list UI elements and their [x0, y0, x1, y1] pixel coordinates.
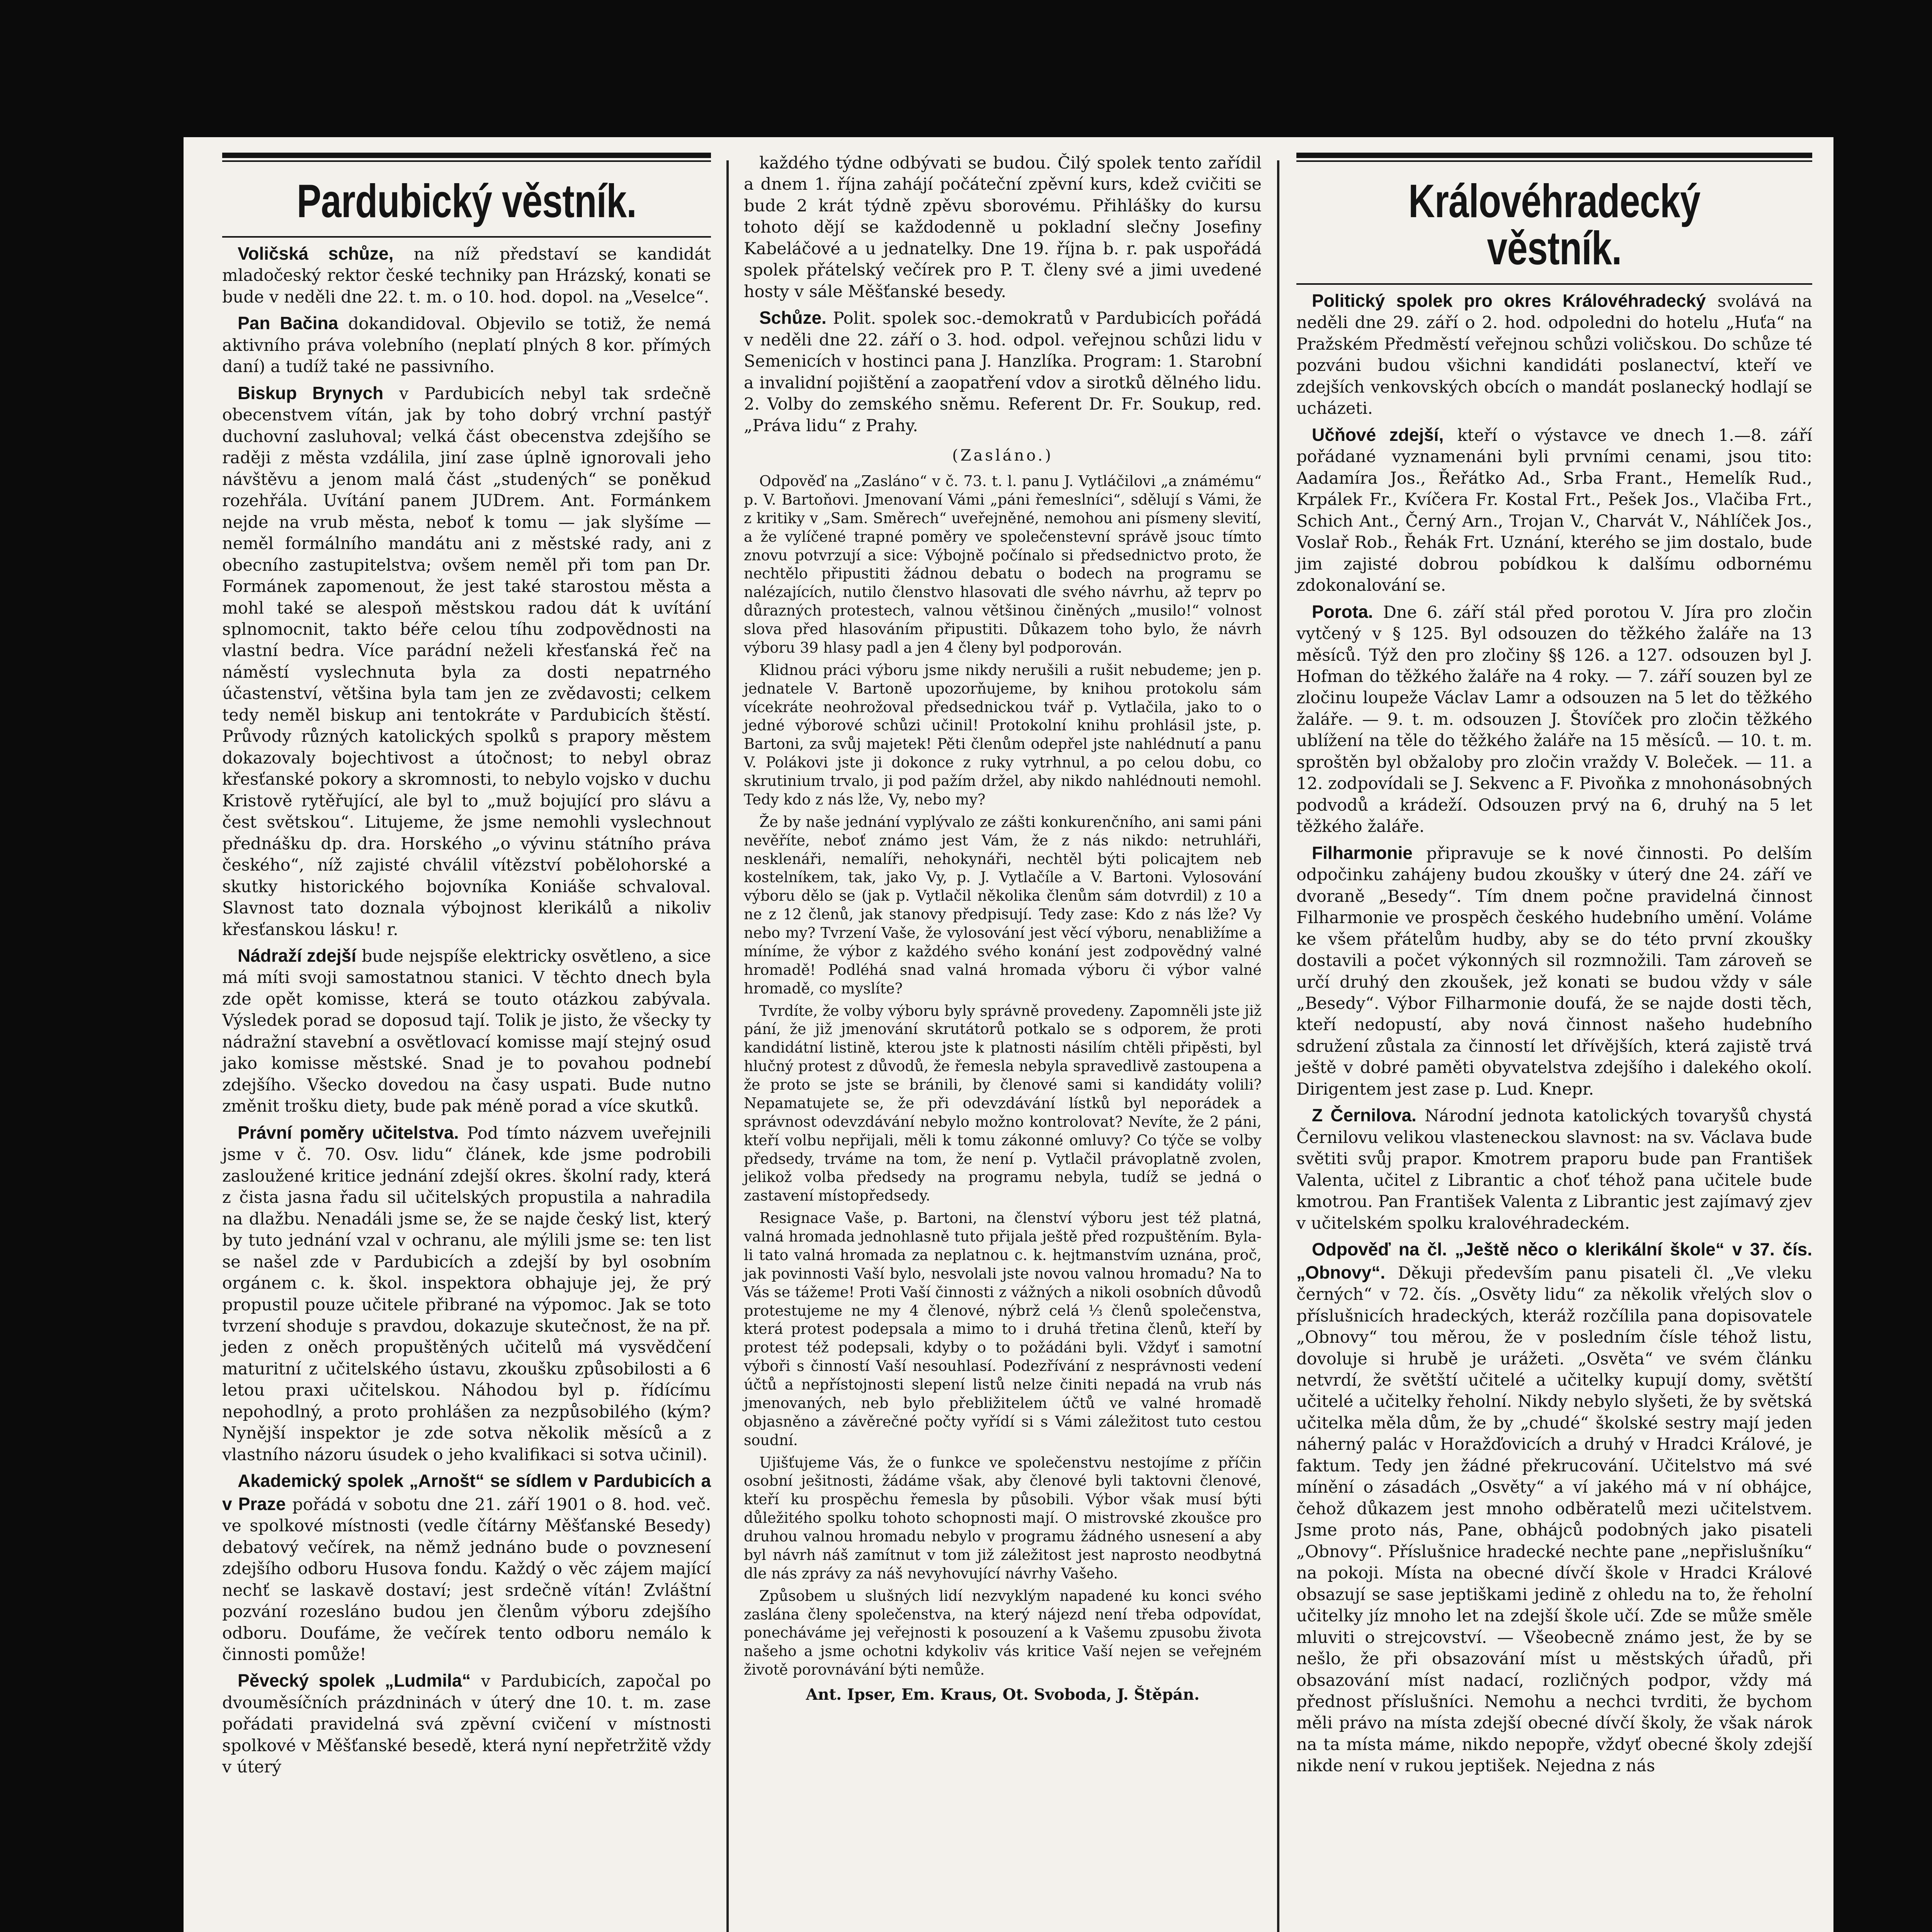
article-text: Tvrdíte, že volby výboru byly správně provedeny. Zapomněli jste již pání, že již jmenování skrutátorů potkalo se s odporem, že proti kandidátní listině, kterou jste k platnosti násilím chtěli připěsti, byl hlučný protest z důvodů, že řemesla nebyla spravedlivě zastoupena a že proto se jste se bránili, by členové sami si kandidáty volili? Nepamatujete se, že při odevzdávání lístků byl neporádek a správnost odevzdávání nebylo možno kontrolovat? Nevíte, že 2 páni, kteří volbu nepřijali, měli k tomu zákonné omluvy? Co týče se volby předsedy, trváme na tom, že není p. Vytlačil právoplatně zvolen, jelikož volba předsedy na programu nebyla, tudíž se jedná o zastavení místopředsedy.	[744, 1002, 1262, 1204]
column-left	[222, 153, 711, 1782]
article-heading: Akademický spolek „Arnošt“ se sídlem v Pardubicích a v Praze	[222, 1471, 711, 1514]
article-paragraph	[744, 1454, 1262, 1583]
column-right	[1296, 153, 1812, 1781]
article-paragraph	[222, 944, 711, 1117]
section-title: Královéhradecký věstník.	[1408, 175, 1701, 274]
article-list	[744, 153, 1262, 1679]
article-paragraph	[1296, 423, 1812, 597]
column-divider	[726, 160, 729, 1932]
article-text: Klidnou práci výboru jsme nikdy nerušili a rušit nebudeme; jen p. jednatele V. Bartoně upozorňujeme, by knihou protokolu sám vícekráte neohrožoval předsednickou tvář p. Vytlačila, jako to o jedné výborové schůzi učinil! Protokolní knihu prohlásil jste, p. Bartoni, za svůj majetek! Pěti členům odepřel jste nahlédnutí a panu V. Polákovi jste ji dokonce z ruky vytrhnul, a po celou dobu, co skrutinium trvalo, ji pod pažím držel, aby nikdo nahlédnouti nemohl. Tedy kdo z nás lže, Vy, nebo my?	[744, 661, 1262, 808]
signature-line: Ant. Ipser, Em. Kraus, Ot. Svoboda, J. Štěpán.	[806, 1685, 1200, 1704]
article-paragraph	[744, 153, 1262, 303]
article-text: na níž představí se kandidát mladočeský rektor české techniky pan Hrázský, konati se bude v neděli dne 22. t. m. o 10. hod. dopol. na „Veselce“.	[222, 245, 711, 307]
article-list	[1296, 289, 1812, 1777]
article-text: pořádá v sobotu dne 21. září 1901 o 8. hod. več. ve spolkové místnosti (vedle čítárny Měšťanské Besedy) debatový večírek, na němž jednáno bude o povznesení zdejšího odboru Husova fondu. Každý o věc zájem mající nechť se laskavě dostaví; jest srdečně vítán! Zvláštní pozvání rozesláno budou jen členům výboru zdejšího odboru. Doufáme, že večírek tento odboru nemálo k činnosti pomůže!	[222, 1495, 711, 1664]
article-paragraph	[1296, 289, 1812, 420]
masthead-rule	[222, 236, 711, 238]
column-middle	[744, 153, 1262, 1704]
masthead-rule	[1296, 283, 1812, 285]
article-heading: Pan Bačina	[238, 313, 338, 333]
article-text: Národní jednota katolických tovaryšů chystá Černilovu velikou vlasteneckou slavnost: na sv. Václava bude světiti svůj prapor. Kmotrem praporu bude pan František Valenta, učitel z Librantic a choť téhož pana učitele bude kmotrou. Pan František Valenta z Librantic jest zajímavý zjev v učitelském spolku kralovéhradeckém.	[1296, 1106, 1812, 1233]
article-paragraph	[222, 1469, 711, 1665]
article-text: každého týdne odbývati se budou. Čilý spolek tento zařídil a dnem 1. října zahájí počáteční zpěvní kurs, kdež cvičiti se bude 2 krát týdně zpěvu sborovému. Přihlášky do kursu tohoto dějí se každodenně u pokladní slečny Josefiny Kabeláčové a u jednatelky. Dne 19. října b. r. pak uspořádá spolek přátelský večírek pro P. T. členy své a jimi uvedené hosty v sále Měšťanské besedy.	[744, 153, 1262, 301]
article-text: Polit. spolek soc.-demokratů v Pardubicích pořádá v neděli dne 22. září o 3. hod. odpol. veřejnou schůzi lidu v Semenicích v hostinci pana J. Hanzlíka. Program: 1. Starobní a invalidní pojištění a zaopatření vdov a sirotků dělného lidu. 2. Volby do zemského sněmu. Referent Dr. Fr. Soukup, red. „Práva lidu“ z Prahy.	[744, 309, 1262, 435]
article-text: Pod tímto názvem uveřejnili jsme v č. 70. Osv. lidu“ článek, kde jsme podrobili zasloužené kritice jednání zdejší okres. školní rady, která z čista jasna řadu sil učitelských propustila a nahradila na dlažbu. Nenadáli jsme se, že se najde český list, který by tuto jednání vzal v ochranu, ale mýlili jsme se: ten list se našel zde v Pardubicích a zdejší by byl osobním orgánem c. k. škol. inspektora obhajuje jej, že prý propustil pouze učitele přibrané na výpomoc. Jak se toto tvrzení shoduje s pravdou, dokazuje skutečnost, že na př. jeden z oněch propuštěných učitelů má vysvědčení maturitní z učitelského ústavu, zkoušku způsobilosti a 6 letou praxi učitelskou. Náhodou byl p. řídícímu nepohodlný, a proto prohlášen za nezpůsobilého (kým? Nynější inspektor je zde sotva několik měsíců a z vlastního názoru úsudek o jeho kvalifikaci si sotva učinil).	[222, 1123, 711, 1464]
article-text: v Pardubicích nebyl tak srdečně obecenstvem vítán, jak by toho dobrý vrchní pastýř duchovní zasluhoval; velká část obecenstva zdejšího se raději z města vzdálila, jiní zase úplně ignorovali jeho návštěvu a jenom malá část „studených“ se poněkud rozehřála. Uvítání panem JUDrem. Ant. Formánkem nejde na vrub města, neboť k tomu — jak slyšíme — neměl formálního mandátu ani z městské rady, ani z obecního zastupitelstva; ovšem neměl při tom pan Dr. Formánek zapomenout, že jest také starostou města a mohl také se alespoň městskou radou dát k uvítání splnomocnit, takto béře celou tíhu zodpovědnosti na vlastní bedra. Více parádní neželi křesťanská řeč na náměstí vyslechnuta byla za dosti nepatrného účastenství, většina byla tam jen ze zvědavosti; celkem tedy neměl biskup ani tentokráte v Pardubicích štěstí. Průvody různých katolických spolků s prapory městem dokazovaly bojechtivost a útočnost; to nebyl obraz křesťanské pokory a skromnosti, to nebylo vojsko v duchu Kristově rytěřující, ale byl to „muž bojující pro slávu a čest světskou“. Litujeme, že jsme nemohli vyslechnout přednášku dp. dra. Horského „o vývinu státního práva českého“, níž zajisté chválil vítězství pobělohorské a skutky historického bojovníka Koniáše schvaloval. Slavnost tato doznala výbojnost klerikálů a nikoliv křesťanskou lásku! r.	[222, 384, 711, 939]
section-title: Pardubický věstník.	[296, 175, 637, 227]
article-paragraph	[222, 1669, 711, 1778]
article-text: Resignace Vaše, p. Bartoni, na členství výboru jest též platná, valná hromada jednohlasně tuto přijala ještě před rozpuštěním. Byla-li tato valná hromada za neplatnou c. k. hejtmanstvím uznána, proč, jak povinnosti Vaší bylo, nesvolali jste novou valnou hromadu? Na to Vás se tážeme! Proti Vaší činnosti z vážných a nikoli osobních důvodů protestujeme ne my 4 členové, nýbrž celá ⅓ členů společenstva, která protest podepsala a mimo to i druhá třetina členů, kteří by protest též podepsali, kdyby o to požádáni byli. Vždyť i samotní výboři s činností Vaší nesouhlasí. Podezřívání z nesprávnosti vedení účtů a nepřístojnosti slepení listů nelze činiti nepadá na vrub nás jmenovaných, neb bylo přebližitelem účtů ve valné hromadě objasněno a závěrečné počty vyřídí si s Vámi záležitost tuto cestou soudní.	[744, 1209, 1262, 1449]
article-heading: Pěvecký spolek „Ludmila“	[238, 1670, 471, 1691]
newspaper-page	[184, 137, 1833, 1932]
article-heading: Nádraží zdejší	[238, 946, 356, 966]
article-paragraph	[744, 306, 1262, 437]
article-paragraph	[1296, 600, 1812, 838]
article-paragraph	[222, 312, 711, 378]
article-heading: Učňové zdejší,	[1312, 424, 1444, 445]
article-text: (Zasláno.)	[952, 447, 1053, 465]
article-paragraph	[1296, 1238, 1812, 1777]
article-paragraph	[744, 813, 1262, 998]
article-paragraph	[744, 472, 1262, 657]
masthead-rule	[222, 160, 711, 162]
section-masthead	[1296, 153, 1812, 285]
article-heading: Voličská schůze,	[238, 243, 394, 264]
article-heading: Politický spolek pro okres Královéhradecký	[1312, 291, 1706, 311]
article-heading: Porota.	[1312, 601, 1373, 622]
article-text: v Pardubicích, započal po dvouměsíčních prázdninách v úterý dne 10. t. m. zase pořádati pravidelná svá zpěvní cvičení v místnosti spolkové v Měšťanské besedě, která nyní nepřetržitě vždy v úterý	[222, 1672, 711, 1777]
article-paragraph	[744, 661, 1262, 809]
article-heading: Právní poměry učitelstva.	[238, 1122, 459, 1143]
article-paragraph	[744, 1002, 1262, 1206]
article-text: Způsobem u slušných lidí nezvyklým napadené ku konci svého zaslána členy společenstva, na který nájezd není třeba odpovídat, ponecháváme jej veřejnosti k posouzení a k Vašemu zpusobu života našeho a jsme ochotni kdykoliv vás kritice Vaší nejen se veřejném životě porovnávání býti nemůže.	[744, 1587, 1262, 1679]
article-text: Že by naše jednání vyplývalo ze zášti konkurenčního, ani sami páni nevěříte, neboť známo jest Vám, že z nás nikdo: netruhláři, nesklenáři, nemalíři, nehokynáři, nechtěl býti policajtem neb kostelníkem, tak, jako Vy, p. J. Vytlačíle a V. Bartoni. Vylosování výboru dělo se (jak p. Vytlačil několika členům sám dotvrdil) z 10 a ne z 12 členů, jak stanovy předpisují. Tedy zase: Kdo z nás lže? Vy nebo my? Tvrzení Vaše, že vylosování jest věcí výboru, nenabližíme a míníme, že výbor z každého svého konání jest zodpovědný valné hromadě! Podléhá snad valná hromada výboru či výbor valné hromadě, co myslíte?	[744, 813, 1262, 997]
masthead-rule	[222, 153, 711, 158]
masthead-rule	[1296, 153, 1812, 158]
article-paragraph	[1296, 842, 1812, 1100]
article-paragraph	[1296, 1104, 1812, 1234]
article-paragraph	[744, 1209, 1262, 1449]
article-text: Děkuji především panu pisateli čl. „Ve vleku černých“ v 72. čís. „Osvěty lidu“ za několik vřelých slov o příslušnicích hradeckých, kteráž rozčílila pana dopisovatele „Obnovy“ tou měrou, že v posledním čísle téhož listu, dovoluje si hrubě je urážeti. „Osvěta“ ve svém článku netvrdí, že světští učitelé a učitelky kupují domy, světští učitelé a učitelky řeholní. Nikdy nebylo slyšeti, že by světská učitelka měla dům, že by „chudé“ školské sestry mají jeden náherný palác v Horažďovicích a druhý v Hradci Králové, je faktum. Tedy jen žádné překrucování. Učitelstvo má své mínění o zásadách „Osvěty“ a ví jakého má v ní obhájce, čehož důkazem jest mnoho odběratelů mezi učitelstvem. Jsme proto nás, Pane, obhájců podobných jako pisateli „Obnovy“. Příslušnice hradecké nechte pane „nepřislušníku“ na pokoji. Místa na obecné dívčí škole v Hradci Králové obsazují se sase jeptiškami jedině z ohledu na to, že řeholní učitelky jíz mnoho let na zdejší škole učí. Zde se může směle mluviti o strejcovství. — Všeobecně známo jest, že by se nešlo, že při obsazování míst u městských úřadů, při obsazování míst nadací, rozličných podpor, vždy má přednost příslušníci. Nemohu a nechci tvrditi, že bychom měli právo na místa zdejší obecné dívčí školy, že však nárok na ta místa máme, nikdo nepopře, vždyť obecné školy zdejší nikde není v rukou jeptišek. Nejedna z nás	[1296, 1263, 1812, 1776]
article-text: připravuje se k nové činnosti. Po delším odpočinku zahájeny budou zkoušky v úterý dne 24. září ve dvoraně „Besedy“. Tím dnem počne pravidelná činnost Filharmonie ve prospěch českého hudebního umění. Voláme ke všem přátelům hudby, aby se do této první zkoušky dostavili a počet výkonných sil rozmnožili. Tam zároveň se určí druhý den zkoušek, jež konati se budou vždy v sále „Besedy“. Výbor Filharmonie doufá, že se najde dosti těch, kteří nedopustí, aby nová činnost našeho hudebního sdružení zůstala za činností let dřívějších, která zajistě trvá ještě v dobré paměti obyvatelstva zdejšího i dalekého okolí. Dirigentem jest zase p. Lud. Knepr.	[1296, 844, 1812, 1099]
article-heading: Schůze.	[759, 308, 827, 328]
column-divider	[1277, 160, 1279, 1932]
masthead-rule	[1296, 160, 1812, 162]
article-heading: Biskup Brynych	[238, 383, 384, 403]
article-heading: Filharmonie	[1312, 842, 1413, 863]
article-text: kteří o výstavce ve dnech 1.—8. září pořádané vyznamenáni byli prvními cenami, jsou tito: Aadamíra Jos., Řeřátko Ad., Srba Frant., Hemelík Rud., Krpálek Fr., Kvíčera Fr. Kostal Frt., Pešek Jos., Vlačiba Frt., Schich Ant., Černý Arn., Trojan V., Charvát V., Náhlíček Jos., Voslař Rob., Řehák Frt. Uznání, kterého se jim dostalo, bude jim zajisté dobrou pobídkou k dalšímu odbornému zdokonalování se.	[1296, 425, 1812, 595]
article-heading: Odpověď na čl. „Ještě něco o klerikální škole“ v 37. čís. „Obnovy“.	[1296, 1239, 1812, 1282]
article-paragraph	[222, 382, 711, 940]
article-paragraph	[222, 242, 711, 308]
article-paragraph	[744, 1587, 1262, 1679]
article-text: Ujišťujeme Vás, že o funkce ve společenstvu nestojíme z příčin osobní ješitnosti, žádáme však, aby členové byli taktovni členové, kteří ku prospěchu řemesla by působili. Výbor však musí býti důležitého spolku tohoto schopnosti mají. O mistrovské zkoušce pro druhou valnou hromadu nebylo v programu žádného usnesení a aby byl návrh náš zamítnut v tom již záležitost jest naprosto neodbytná dle nás zprávy za náš nevyhovující návrhy Vašeho.	[744, 1454, 1262, 1582]
article-text: bude nejspíše elektricky osvětleno, a sice má míti svoji samostatnou stanici. V těchto dnech byla zde opět komisse, která se touto otázkou zabývala. Výsledek porad se doposud tají. Tolik je jisto, že všecky ty nádražní stavební a osvětlovací komisse mají stejný osud jako komisse městské. Snad je to povahou podnebí zdejšího. Všecko dovedou na časy uspati. Bude nutno změnit trošku diety, bude pak méně porad a více skutků.	[222, 947, 711, 1116]
section-masthead	[222, 153, 711, 238]
section-note	[744, 447, 1262, 464]
article-text: dokandidoval. Objevilo se totiž, že nemá aktivního práva volebního (neplatí plných 8 kor. přímých daní) a tudíž také ne passivního.	[222, 314, 711, 377]
article-heading: Z Černilova.	[1312, 1105, 1417, 1126]
article-list	[222, 242, 711, 1778]
article-text: Odpověď na „Zasláno“ v č. 73. t. l. panu J. Vytláčilovi „a známému“ p. V. Bartoňovi. Jmenovaní Vámi „páni řemeslníci“, sdělují s Vámi, že z kritiky v „Sam. Směrech“ uveřejněné, nemohou ani písmeny slevití, a že vylíčené trapné poměry ve společenstevní správě jsouc tímto znovu potvrzují a sice: Výbojně počínalo si předsednictvo proto, že nechtělo připustiti žádnou debatu o bodech na programu se nalézajících, nutilo členstvo hlasovati dle svého návrhu, až teprv po důrazných protestech, valnou většinou činěných „musilo!“ volnost slova před hlasováním připustiti. Důkazem toho bylo, že návrh výboru 39 hlasy padl a jen 4 členy byl podporován.	[744, 473, 1262, 656]
article-text: Dne 6. září stál před porotou V. Jíra pro zločin vytčený v § 125. Byl odsouzen do těžkého žaláře na 13 měsíců. Týž den pro zločiny §§ 126. a 127. odsouzen byl J. Hofman do těžkého žaláře na 4 roky. — 7. září souzen byl ze zločinu loupeže Václav Lamr a odsouzen na 5 let do těžkého žaláře. — 9. t. m. odsouzen J. Štovíček pro zločin těžkého ublížení na těle do těžkého žaláře na 15 měsíců. — 10. t. m. sproštěn byl obžaloby pro zločin vraždy V. Boleček. — 11. a 12. zodpovídali se J. Sekvenc a F. Pivoňka z mnohonásobných podvodů a krádeží. Odsouzen prvý na 6, druhý na 5 let těžkého žaláře.	[1296, 602, 1813, 837]
article-text: svolává na neděli dne 29. září o 2. hod. odpoledni do hotelu „Huťa“ na Pražském Předměstí veřejnou schůzi voličskou. Do schůze té pozváni budou všichni kandidáti poslanectví, kteří ve zdejších venkovských obcích o mandát poslanecký hodlají se ucházeti.	[1296, 292, 1812, 418]
article-paragraph	[222, 1121, 711, 1466]
